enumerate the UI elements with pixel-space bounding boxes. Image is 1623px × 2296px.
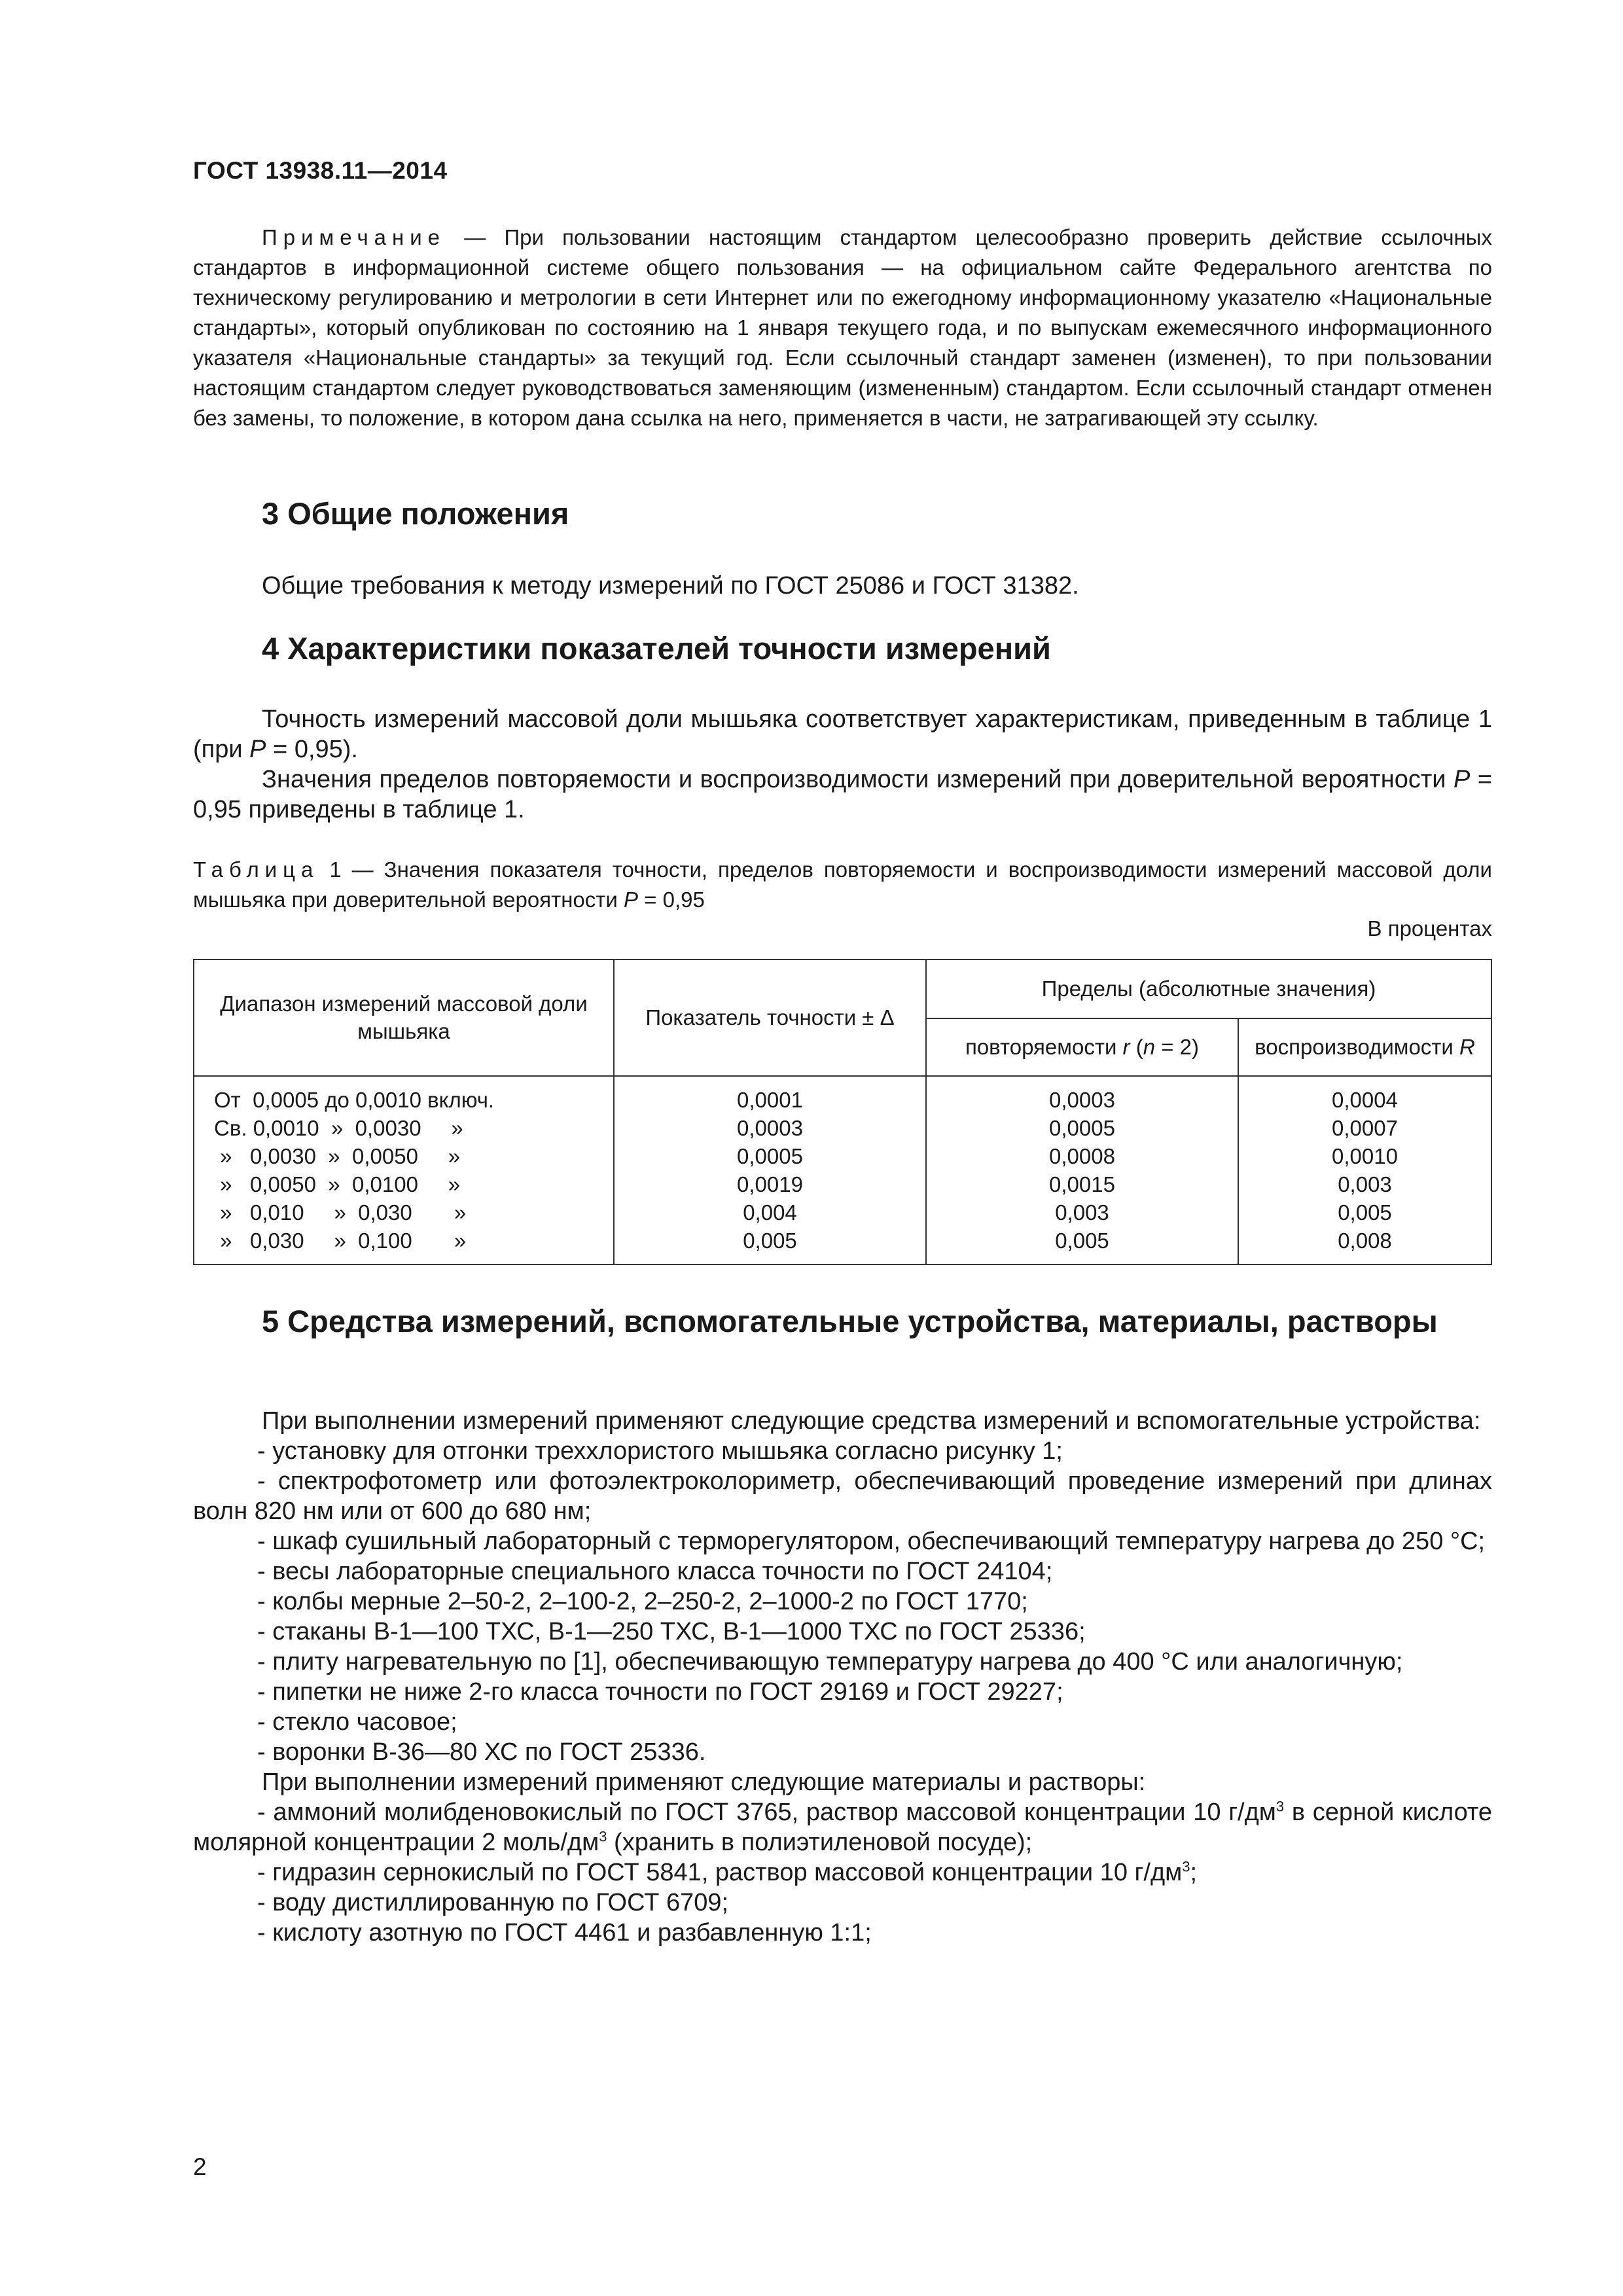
accuracy-cell: 0,0003 [614,1114,926,1142]
range-cell: » 0,030 » 0,100 » [194,1227,614,1265]
list-item: - воронки В-36—80 ХС по ГОСТ 25336. [257,1738,706,1766]
note-paragraph [193,223,1492,433]
table-row [194,1198,1491,1227]
list-item: - пипетки не ниже 2-го класса точности по ГОСТ 29169 и ГОСТ 29227; [257,1678,1063,1706]
repeatability-cell: 0,0015 [926,1170,1238,1198]
repeatability-cell: 0,0003 [926,1076,1238,1114]
accuracy-cell: 0,0001 [614,1076,926,1114]
repeatability-cell: 0,003 [926,1198,1238,1227]
page-number: 2 [193,2153,207,2180]
reference-note [193,223,1492,433]
table-1-caption: Таблица 1 — Значения показателя точности, пределов повторяемости и воспроизводимости измерений массовой доли мышьяка при доверительной вероятности P = 0,95 [193,857,1492,912]
accuracy-cell: 0,0019 [614,1170,926,1198]
section-3-text: Общие требования к методу измерений по ГОСТ 25086 и ГОСТ 31382. [262,572,1079,600]
list-item: - стекло часовое; [257,1708,457,1736]
repeatability-cell: 0,0005 [926,1114,1238,1142]
reproducibility-cell: 0,0004 [1238,1076,1491,1114]
table-row [194,1142,1491,1170]
table-row [194,1076,1491,1114]
repeatability-cell: 0,005 [926,1227,1238,1265]
list-item: - воду дистиллированную по ГОСТ 6709; [257,1889,729,1916]
list-item: - установку для отгонки треххлористого мышьяка согласно рисунку 1; [257,1437,1063,1465]
document-header: ГОСТ 13938.11—2014 [193,157,448,184]
list-item: - гидразин сернокислый по ГОСТ 5841, раствор массовой концентрации 10 $г/дм^3$; [257,1858,1198,1886]
list-item: - стаканы В-1—100 ТХС, В-1—250 ТХС, В-1—1000 ТХС по ГОСТ 25336; [257,1618,1086,1645]
section-4-body [193,704,1492,825]
repeatability-cell: 0,0008 [926,1142,1238,1170]
table-1 [193,959,1492,1265]
list-item: - весы лабораторные специального класса точности по ГОСТ 24104; [257,1558,1053,1585]
column-header-repeatability: повторяемости r (n = 2) [926,1018,1238,1076]
list-item: - аммоний молибденовокислый по ГОСТ 3765, раствор массовой концентрации 10 $г/дм^3$ в серной кислоте молярной концентрации 2 моль/$дм^3$ (хранить в полиэтиленовой посуде); [193,1798,1492,1856]
table-label: Таблица [193,857,319,882]
section-4-title: 4 Характеристики показателей точности измерений [262,631,1051,666]
table-row [194,1227,1491,1265]
accuracy-cell: 0,005 [614,1227,926,1265]
column-header-limits: Пределы (абсолютные значения) [926,960,1491,1018]
section-4-para-1: Точность измерений массовой доли мышьяка соответствует характеристикам, приведенным в таблице 1 (при P = 0,95). [193,706,1492,763]
column-header-range: Диапазон измерений массовой доли мышьяка [194,960,614,1076]
range-cell: От 0,0005 до 0,0010 включ. [194,1076,614,1114]
range-cell: » 0,0050 » 0,0100 » [194,1170,614,1198]
section-3-body [193,571,1492,601]
accuracy-cell: 0,0005 [614,1142,926,1170]
range-cell: » 0,010 » 0,030 » [194,1198,614,1227]
accuracy-cell: 0,004 [614,1198,926,1227]
reproducibility-cell: 0,003 [1238,1170,1491,1198]
section-3-title: 3 Общие положения [262,496,569,531]
reproducibility-cell: 0,0010 [1238,1142,1491,1170]
range-cell: Св. 0,0010 » 0,0030 » [194,1114,614,1142]
range-cell: » 0,0030 » 0,0050 » [194,1142,614,1170]
materials-intro: При выполнении измерений применяют следующие материалы и растворы: [262,1768,1146,1796]
section-5-title: 5 Средства измерений, вспомогательные устройства, материалы, растворы [262,1304,1438,1338]
section-5-intro: При выполнении измерений применяют следующие средства измерений и вспомогательные устройства: [262,1407,1481,1435]
note-text: — При пользовании настоящим стандартом целесообразно проверить действие ссылочных стандартов в информационной системе общего пользования — на официальном сайте Федерального агентства по техническому регулированию и метрологии в сети Интернет или по ежегодному информационному указателю «Национальные стандарты», который опубликован по состоянию на 1 января текущего года, и по выпускам ежемесячного информационного указателя «Национальные стандарты» за текущий год. Если ссылочный стандарт заменен (изменен), то при пользовании настоящим стандартом следует руководствоваться заменяющим (измененным) стандартом. Если ссылочный стандарт отменен без замены, то положение, в котором дана ссылка на него, применяется в части, не затрагивающей эту ссылку. [193,225,1492,430]
reproducibility-cell: 0,005 [1238,1198,1491,1227]
column-header-reproducibility: воспроизводимости R [1238,1018,1491,1076]
column-header-accuracy: Показатель точности ± Δ [614,960,926,1076]
table-row [194,1170,1491,1198]
list-item: - кислоту азотную по ГОСТ 4461 и разбавленную 1:1; [257,1919,872,1946]
list-item: - спектрофотометр или фотоэлектроколориметр, обеспечивающий проведение измерений при длинах волн 820 нм или от 600 до 680 нм; [193,1467,1492,1525]
reproducibility-cell: 0,0007 [1238,1114,1491,1142]
table-units: В процентах [1367,916,1492,941]
reproducibility-cell: 0,008 [1238,1227,1491,1265]
section-5-body [193,1406,1492,1948]
list-item: - колбы мерные 2–50-2, 2–100-2, 2–250-2, 2–1000-2 по ГОСТ 1770; [257,1588,1028,1615]
list-item: - шкаф сушильный лабораторный с терморегулятором, обеспечивающий температуру нагрева до 250 °С; [257,1528,1486,1555]
section-4-para-2: Значения пределов повторяемости и воспроизводимости измерений при доверительной вероятности P = 0,95 приведены в таблице 1. [193,766,1492,823]
list-item: - плиту нагревательную по [1], обеспечивающую температуру нагрева до 400 °С или аналогичную; [257,1648,1403,1676]
note-label: Примечание [262,225,446,249]
table-row [194,1114,1491,1142]
